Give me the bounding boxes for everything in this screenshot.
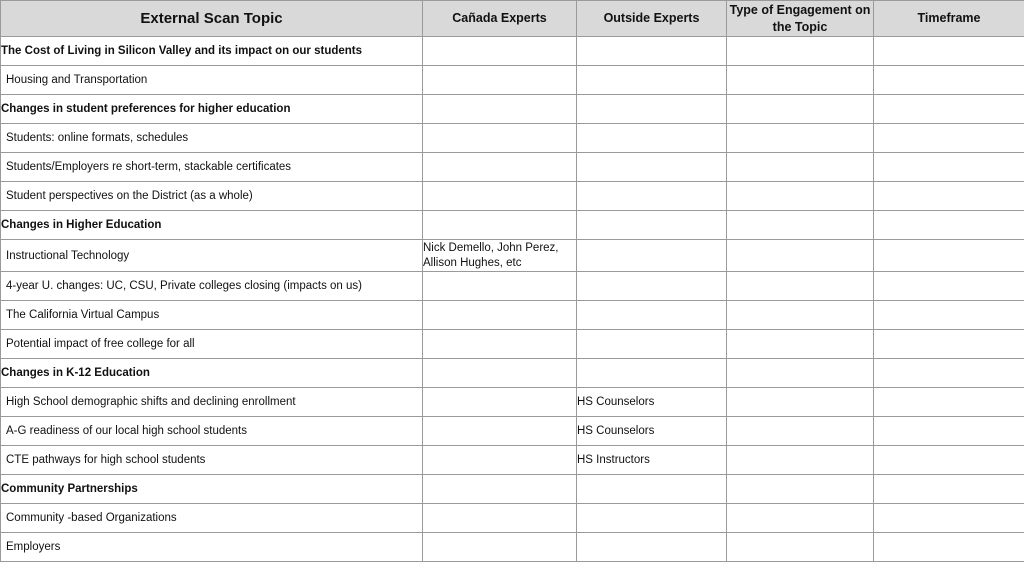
timeframe-cell [874,272,1024,301]
engagement-cell [727,475,874,504]
engagement-cell [727,417,874,446]
outside-experts-cell [577,504,727,533]
canada-experts-cell [423,95,577,124]
timeframe-cell [874,388,1024,417]
timeframe-cell [874,330,1024,359]
canada-experts-cell [423,446,577,475]
timeframe-cell [874,153,1024,182]
table-row [1,182,1024,211]
engagement-cell [727,533,874,562]
engagement-cell [727,504,874,533]
outside-experts-cell [577,211,727,240]
timeframe-cell [874,240,1024,272]
canada-experts-cell: Nick Demello, John Perez, Allison Hughes, etc [423,240,577,272]
canada-experts-cell [423,153,577,182]
table-row [1,272,1024,301]
topic-cell: Community -based Organizations [1,504,423,533]
outside-experts-cell [577,301,727,330]
timeframe-cell [874,211,1024,240]
outside-experts-cell [577,37,727,66]
engagement-cell [727,446,874,475]
section-row [1,475,1024,504]
topic-cell: A-G readiness of our local high school students [1,417,423,446]
timeframe-cell [874,359,1024,388]
topic-cell: The California Virtual Campus [1,301,423,330]
section-title-cell: Changes in K-12 Education [1,359,423,388]
section-row [1,37,1024,66]
header-type-of-engagement: Type of Engagement on the Topic [727,1,874,37]
timeframe-cell [874,37,1024,66]
header-timeframe: Timeframe [874,1,1024,37]
canada-experts-cell [423,330,577,359]
topic-cell: Students/Employers re short-term, stackable certificates [1,153,423,182]
engagement-cell [727,240,874,272]
timeframe-cell [874,124,1024,153]
engagement-cell [727,66,874,95]
engagement-cell [727,153,874,182]
section-row [1,359,1024,388]
canada-experts-cell [423,417,577,446]
engagement-cell [727,182,874,211]
outside-experts-cell: HS Counselors [577,388,727,417]
canada-experts-cell [423,533,577,562]
outside-experts-cell [577,272,727,301]
topic-cell: Housing and Transportation [1,66,423,95]
topic-cell: Employers [1,533,423,562]
outside-experts-cell [577,124,727,153]
timeframe-cell [874,446,1024,475]
outside-experts-cell [577,475,727,504]
outside-experts-cell [577,153,727,182]
outside-experts-cell: HS Instructors [577,446,727,475]
outside-experts-cell [577,66,727,95]
topic-cell: Students: online formats, schedules [1,124,423,153]
table-header [1,1,1024,37]
engagement-cell [727,388,874,417]
engagement-cell [727,359,874,388]
canada-experts-cell [423,301,577,330]
table-row [1,124,1024,153]
outside-experts-cell: HS Counselors [577,417,727,446]
topic-cell: Potential impact of free college for all [1,330,423,359]
table-row [1,330,1024,359]
header-external-scan-topic: External Scan Topic [1,1,423,37]
canada-experts-cell [423,388,577,417]
outside-experts-cell [577,240,727,272]
timeframe-cell [874,301,1024,330]
timeframe-cell [874,533,1024,562]
canada-experts-cell [423,272,577,301]
outside-experts-cell [577,95,727,124]
section-title-cell: Changes in Higher Education [1,211,423,240]
section-row [1,95,1024,124]
topic-cell: Student perspectives on the District (as a whole) [1,182,423,211]
timeframe-cell [874,95,1024,124]
topic-cell: Instructional Technology [1,240,423,272]
section-title-cell: Community Partnerships [1,475,423,504]
table-row [1,417,1024,446]
table-row [1,301,1024,330]
canada-experts-cell [423,66,577,95]
engagement-cell [727,95,874,124]
timeframe-cell [874,417,1024,446]
header-canada-experts: Cañada Experts [423,1,577,37]
engagement-cell [727,272,874,301]
timeframe-cell [874,504,1024,533]
engagement-cell [727,211,874,240]
engagement-cell [727,301,874,330]
section-row [1,211,1024,240]
table-row [1,240,1024,272]
canada-experts-cell [423,359,577,388]
canada-experts-cell [423,182,577,211]
topic-cell: High School demographic shifts and declining enrollment [1,388,423,417]
outside-experts-cell [577,533,727,562]
header-row [1,1,1024,37]
table-body [1,37,1024,562]
table-row [1,153,1024,182]
timeframe-cell [874,182,1024,211]
outside-experts-cell [577,359,727,388]
engagement-cell [727,37,874,66]
canada-experts-cell [423,37,577,66]
engagement-cell [727,330,874,359]
outside-experts-cell [577,182,727,211]
engagement-cell [727,124,874,153]
section-title-cell: The Cost of Living in Silicon Valley and its impact on our students [1,37,423,66]
canada-experts-cell [423,124,577,153]
table-row [1,388,1024,417]
header-outside-experts: Outside Experts [577,1,727,37]
topic-cell: 4-year U. changes: UC, CSU, Private colleges closing (impacts on us) [1,272,423,301]
table-row [1,446,1024,475]
canada-experts-cell [423,504,577,533]
table-row [1,504,1024,533]
table-row [1,533,1024,562]
canada-experts-cell [423,211,577,240]
canada-experts-cell [423,475,577,504]
section-title-cell: Changes in student preferences for higher education [1,95,423,124]
table-row [1,66,1024,95]
timeframe-cell [874,66,1024,95]
topic-cell: CTE pathways for high school students [1,446,423,475]
timeframe-cell [874,475,1024,504]
outside-experts-cell [577,330,727,359]
